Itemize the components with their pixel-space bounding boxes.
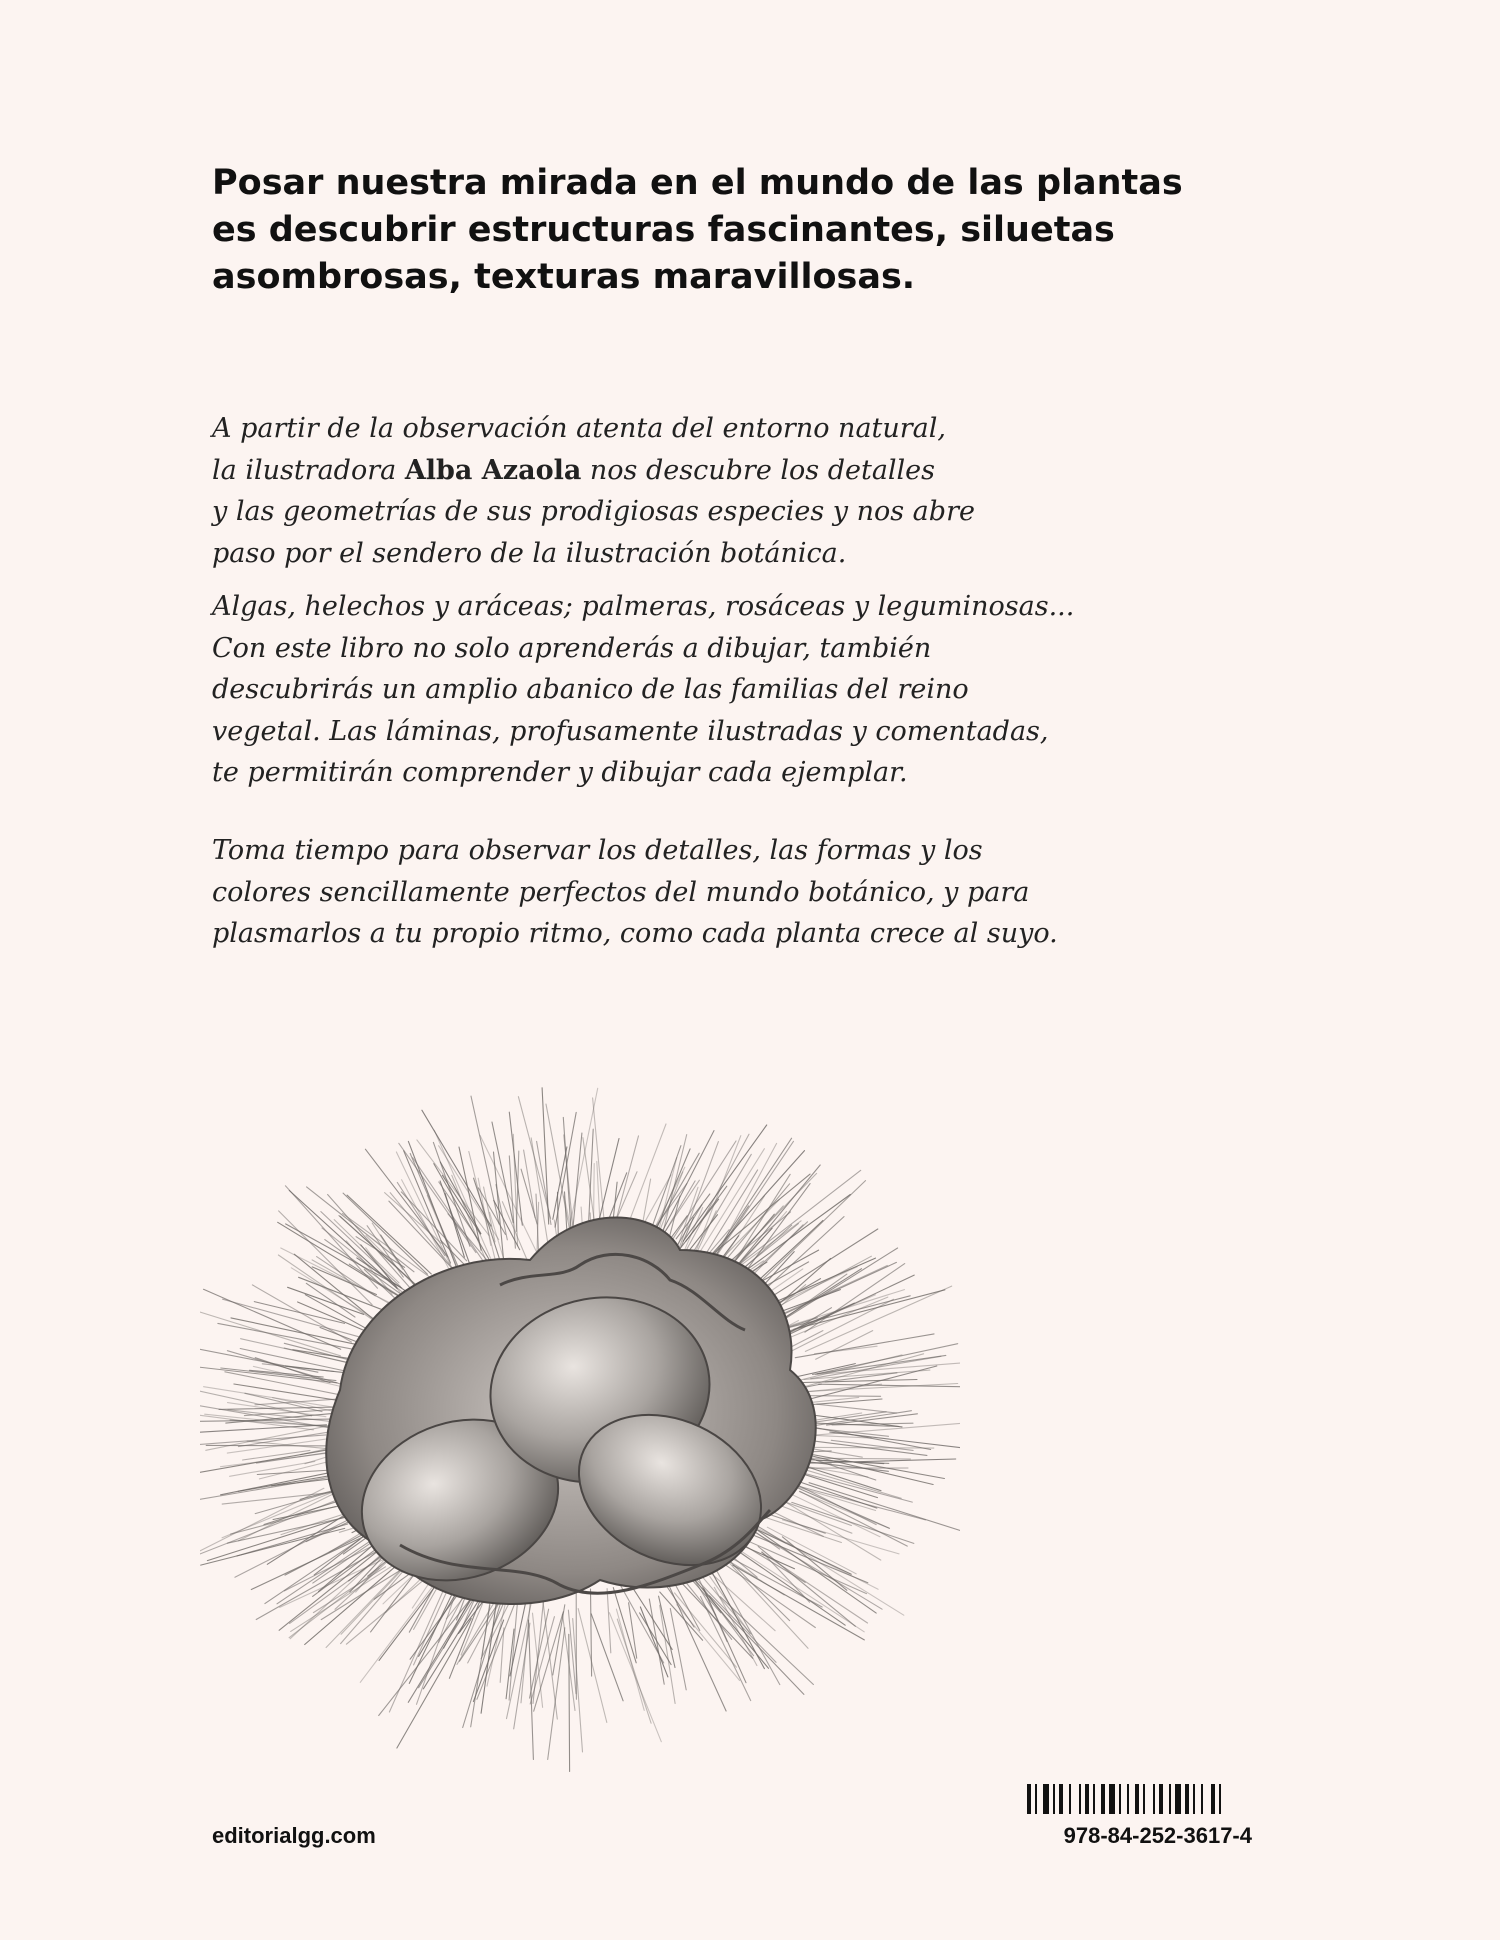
paragraph-line: te permitirán comprender y dibujar cada ejemplar. — [212, 757, 908, 788]
paragraph-line: paso por el sendero de la ilustración botánica. — [212, 537, 847, 569]
headline-line: es descubrir estructuras fascinantes, siluetas — [212, 210, 1115, 250]
back-cover-headline — [212, 160, 1212, 301]
barcode — [1027, 1784, 1252, 1814]
text-fragment: nos descubre los detalles — [581, 454, 936, 486]
headline-line: Posar nuestra mirada en el mundo de las plantas — [212, 163, 1183, 203]
publisher-website: editorialgg.com — [212, 1823, 376, 1848]
paragraph-line: A partir de la observación atenta del entorno natural, — [212, 413, 946, 444]
paragraph-line: y las geometrías de sus prodigiosas especies y nos abre — [212, 496, 975, 527]
paragraph-line: colores sencillamente perfectos del mundo botánico, y para — [212, 876, 1030, 908]
paragraph-line: Con este libro no solo aprenderás a dibujar, también — [212, 632, 932, 664]
paragraph-line: Toma tiempo para observar los detalles, las formas y los — [212, 835, 983, 866]
paragraph-line: Algas, helechos y aráceas; palmeras, rosáceas y leguminosas... — [212, 591, 1075, 622]
text-fragment: la ilustradora — [212, 454, 405, 486]
description-paragraph-1 — [212, 408, 1212, 574]
headline-line: asombrosas, texturas maravillosas. — [212, 257, 916, 297]
paragraph-line — [212, 450, 1212, 492]
author-name: Alba Azaola — [404, 454, 582, 486]
paragraph-line: vegetal. Las láminas, profusamente ilustradas y comentadas, — [212, 715, 1049, 747]
isbn-number: 978-84-252-3617-4 — [1063, 1823, 1252, 1848]
chestnut-burr-illustration — [200, 1080, 960, 1780]
paragraph-line: descubrirás un amplio abanico de las familias del reino — [212, 674, 969, 705]
description-paragraph-3 — [212, 830, 1212, 955]
description-paragraph-2 — [212, 586, 1212, 794]
paragraph-line: plasmarlos a tu propio ritmo, como cada planta crece al suyo. — [212, 918, 1058, 949]
